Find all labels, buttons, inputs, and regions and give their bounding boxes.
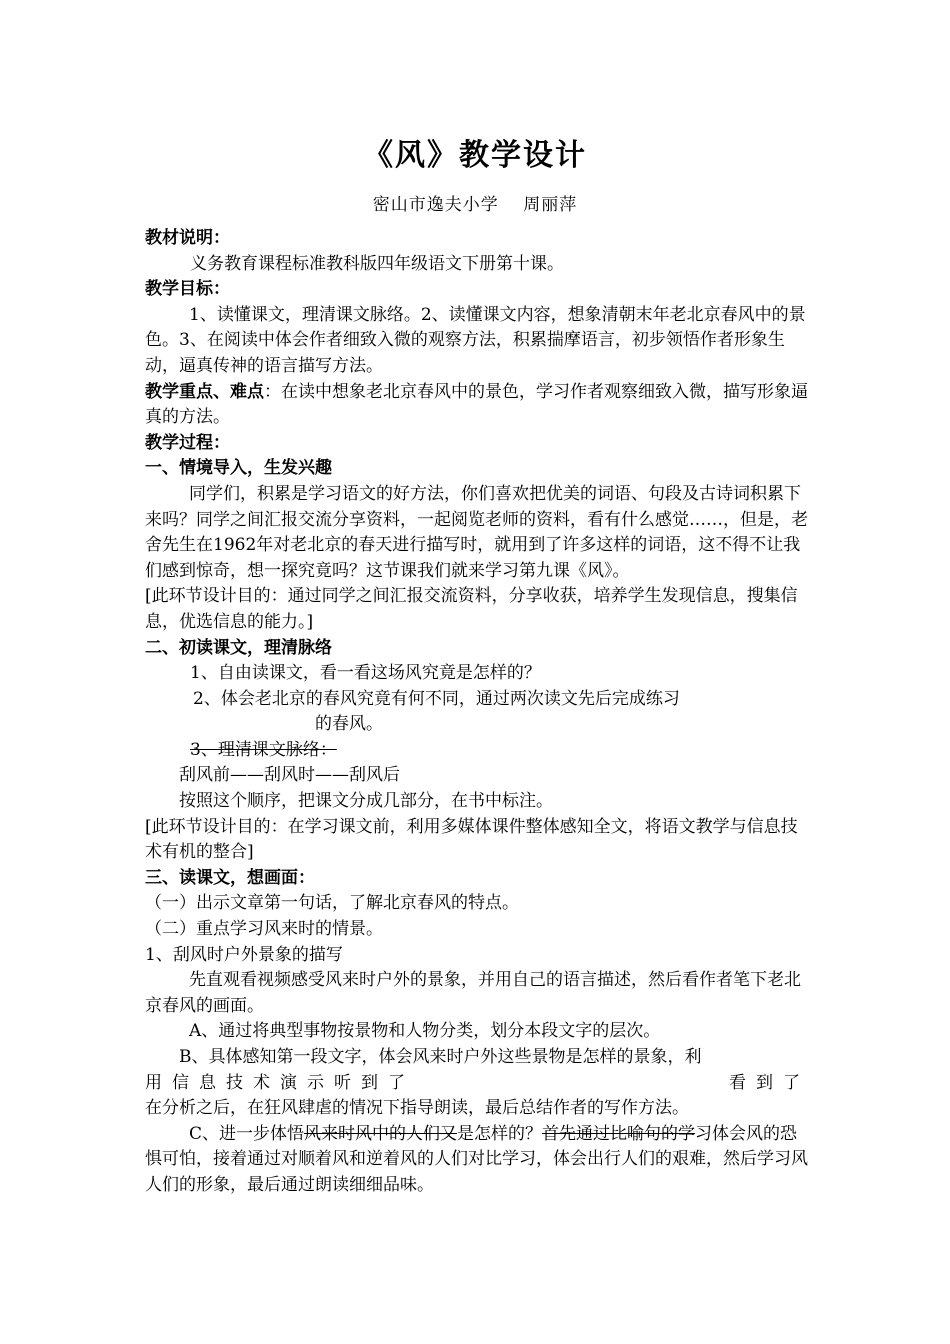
section3-item-b-spread-line (145, 1071, 810, 1097)
key-points-heading: 教学重点、难点 (145, 381, 264, 402)
section2-sequence: 刮风前——刮风时——刮风后 (179, 765, 400, 786)
materials-body: 义务教育课程标准教科版四年级语文下册第十课。 (190, 253, 564, 274)
section2-heading: 二、初读课文，理清脉络 (145, 637, 332, 658)
section3-heading: 三、读课文，想画面： (145, 867, 315, 888)
section2-item3 (145, 738, 810, 764)
section3-item-c-rest: 习体会风的恐惧可怕，接着通过对顺着风和逆着风的人们对比学习，体会出行人们的艰难，然后学习风人们的形象，最后通过朗读细细品味。 (145, 1123, 808, 1195)
goals-body: 1、读懂课文，理清课文脉络。2、读懂课文内容，想象清朝末年老北京春风中的景色。3、在阅读中体会作者细致入微的观察方法，积累揣摩语言，初步领悟作者形象生动，逼真传神的语言描写方法。 (145, 304, 806, 376)
section1-heading: 一、情境导入，生发兴趣 (145, 458, 332, 479)
document-body (145, 226, 810, 1199)
section3-item-b-right: 看到了 (729, 1072, 810, 1093)
section3-part2: （二）重点学习风来时的情景。 (145, 919, 383, 940)
goals-heading: 教学目标： (145, 279, 230, 300)
section3-item-b-continued: 在分析之后，在狂风肆虐的情况下指导朗读，最后总结作者的写作方法。 (145, 1098, 689, 1119)
section2-item2-continued: 的春风。 (315, 714, 383, 735)
process-heading: 教学过程： (145, 432, 230, 453)
section3-item-c-start: C、进一步体悟 (189, 1123, 305, 1144)
key-points-paragraph (145, 380, 810, 431)
section2-item2: 2、体会老北京的春风究竟有何不同，通过两次读文先后完成练习 (193, 688, 680, 709)
document-title: 《风》教学设计 (363, 138, 587, 173)
section2-item3-text: 3、理清课文脉络： (190, 739, 337, 760)
materials-heading: 教材说明： (145, 228, 230, 248)
section3-item-a: A、通过将典型事物按景物和人物分类，划分本段文字的层次。 (189, 1021, 661, 1042)
section1-note: [此环节设计目的：通过同学之间汇报交流资料，分享收获，培养学生发现信息，搜集信息，优选信息的能力。] (145, 586, 798, 632)
section3-item-b: B、具体感知第一段文字，体会风来时户外这些景物是怎样的景象，利 (179, 1047, 702, 1067)
section3-item-c-strike1: 风来时风中的人们又 (304, 1123, 458, 1144)
section3-sub1: 1、刮风时户外景象的描写 (145, 944, 343, 965)
section3-item-b-left: 用信息技术演示听到了 (145, 1072, 415, 1093)
section2-item1: 1、自由读课文，看一看这场风究竟是怎样的？ (190, 663, 541, 684)
section3-part1: （一）出示文章第一句话，了解北京春风的特点。 (145, 893, 519, 914)
section3-item-c-strike2: 首先通过比喻句的学 (542, 1123, 696, 1144)
section1-body: 同学们，积累是学习语文的好方法，你们喜欢把优美的词语、句段及古诗词积累下来吗？同学之间汇报交流分享资料，一起阅览老师的资料，看有什么感觉……，但是，老舍先生在1962年对老北京的春天进行描写时，就用到了许多这样的词语，这不得不让我们感到惊奇，想一探究竟吗？这节课我们就来学习第九课《风》。 (145, 483, 808, 581)
section2-instruction: 按照这个顺序，把课文分成几部分，在书中标注。 (179, 791, 553, 812)
key-points-body: ：在读中想象老北京春风中的景色，学习作者观察细致入微，描写形象逼真的方法。 (145, 381, 808, 428)
section3-item-c-mid: 是怎样的？ (457, 1123, 543, 1144)
section2-note: [此环节设计目的：在学习课文前，利用多媒体课件整体感知全文，将语文教学与信息技术有机的整合] (145, 816, 798, 863)
section3-item-c (145, 1122, 810, 1199)
author-byline: 密山市逸夫小学 周丽萍 (372, 195, 578, 215)
section3-sub1-body: 先直观看视频感受风来时户外的景象，并用自己的语言描述，然后看作者笔下老北京春风的画面。 (145, 970, 801, 1016)
